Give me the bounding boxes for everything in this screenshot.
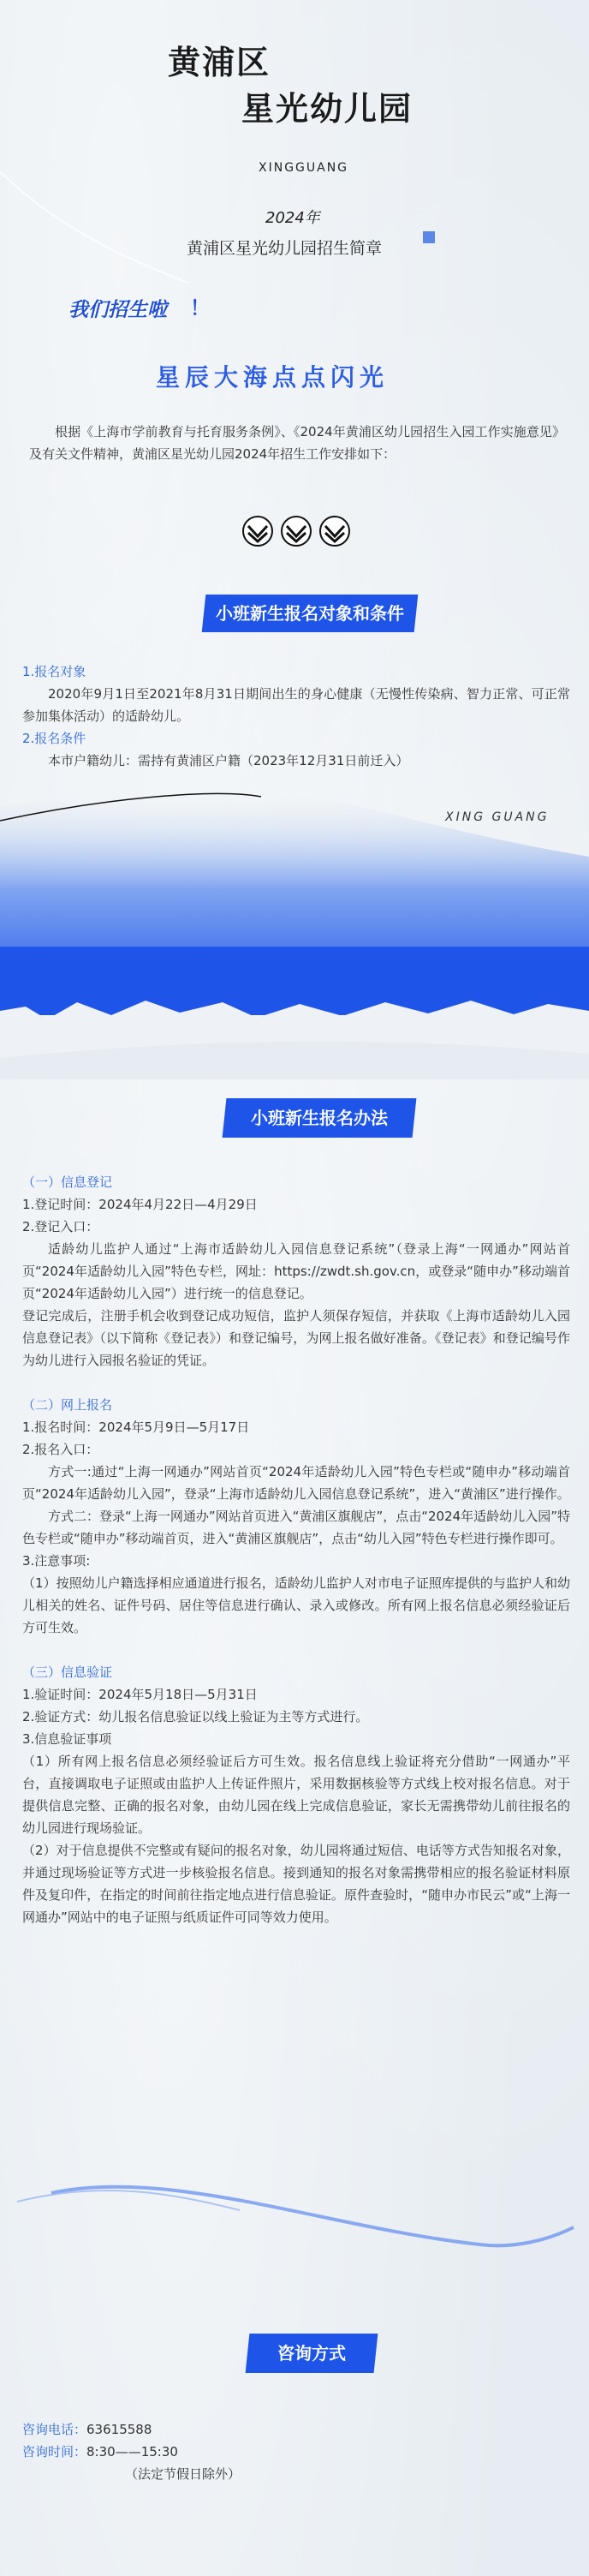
signup-note-one: （1）按照幼儿户籍选择相应通道进行报名，适龄幼儿监护人对市电子证照库提供的与监护人和幼儿相关的姓名、证件号码、居住等信息进行确认、录入或修改。所有网上报名信息必须经验证后方可生效。 — [22, 1575, 570, 1635]
eligibility-heading: 1.报名对象 — [22, 664, 86, 679]
registration-heading: （一）信息登记 — [22, 1174, 113, 1190]
registration-entry: 2.登记入口： — [22, 1219, 99, 1234]
holiday-note: （法定节假日除外） — [125, 2466, 241, 2482]
slogan: 星辰大海点点闪光 — [156, 363, 390, 391]
signup-time: 1.报名时间：2024年5月9日—5月17日 — [22, 1419, 250, 1435]
year-label: 2024年 — [265, 209, 320, 227]
section-banner-contact — [246, 2334, 378, 2373]
verification-heading: （三）信息验证 — [22, 1665, 113, 1680]
star-badge-icon — [243, 517, 272, 546]
star-badge-icons — [241, 514, 352, 548]
signup-notes-label: 3.注意事项: — [22, 1553, 91, 1569]
verification-time: 1.验证时间：2024年5月18日—5月31日 — [22, 1687, 258, 1702]
star-badge-icon — [282, 517, 311, 546]
section-banner-eligibility — [202, 595, 419, 632]
contact-section — [22, 2418, 570, 2485]
signup-entry: 2.报名入口： — [22, 1442, 99, 1457]
verification-method: 2.验证方式：幼儿报名信息验证以线上验证为主等方式进行。 — [22, 1709, 369, 1724]
phone-label: 咨询电话： — [22, 2422, 87, 2437]
phone-number: 63615588 — [86, 2422, 152, 2437]
star-badge-icon — [320, 517, 349, 546]
school-english-name: XINGGUANG — [259, 161, 349, 175]
conditions-text: 本市户籍幼儿：需持有黄浦区户籍（2023年12月31日前迁入） — [48, 753, 409, 768]
school-title: 星光幼儿园 — [241, 90, 413, 128]
consult-time: 8:30——15:30 — [86, 2444, 178, 2459]
time-label: 咨询时间： — [22, 2444, 87, 2459]
banner-label: 咨询方式 — [277, 2343, 346, 2364]
recruit-exclamation: ！ — [190, 297, 210, 320]
recruit-heading: 我们招生啦 — [68, 299, 167, 321]
banner-label: 小班新生报名对象和条件 — [216, 603, 404, 624]
page-subtitle: 黄浦区星光幼儿园招生简章 — [187, 239, 383, 258]
section-eligibility — [22, 660, 570, 772]
intro-paragraph: 根据《上海市学前教育与托育服务条例》、《2024年黄浦区幼儿园招生入园工作实施意见》及有关文件精神，黄浦区星光幼儿园2024年招生工作安排如下： — [29, 424, 565, 462]
conditions-heading: 2.报名条件 — [22, 731, 86, 746]
verification-item-one: （1）所有网上报名信息必须经验证后方可生效。报名信息线上验证将充分借助“一网通办”平台，直接调取电子证照或由监护人上传证件照片，采用数据核验等方式线上校对报名信息。对于提供信息完整、正确的报名对象，由幼儿园在线上完成信息验证，家长无需携带幼儿前往报名的幼儿园进行现场验证。 — [22, 1754, 570, 1836]
section-method — [22, 1171, 570, 1928]
xing-guang-tag: XING GUANG — [445, 810, 550, 824]
phone-row — [22, 2418, 570, 2441]
registration-time: 1.登记时间：2024年4月22日—4月29日 — [22, 1197, 258, 1212]
signup-method-two: 方式二：登录“上海一网通办”网站首页进入“黄浦区旗舰店”，点击“2024年适龄幼儿入园”特色专栏或“随申办”移动端首页，进入“黄浦区旗舰店”，点击“幼儿入园”特色专栏进行操作即可。 — [22, 1509, 570, 1546]
online-signup-heading: （二）网上报名 — [22, 1397, 113, 1413]
section-banner-method — [223, 1098, 417, 1138]
verification-item-two: （2）对于信息提供不完整或有疑问的报名对象，幼儿园将通过短信、电话等方式告知报名对象，并通过现场验证等方式进一步核验报名信息。接到通知的报名对象需携带相应的报名验证材料原件及复印件，在指定的时间前往指定地点进行信息验证。原件查验时，“随申办市民云”或“上海一网通办”网站中的电子证照与纸质证件可同等效力使用。 — [22, 1843, 570, 1925]
registration-note: 登记完成后，注册手机会收到登记成功短信，监护人须保存短信，并获取《上海市适龄幼儿入园信息登记表》（以下简称《登记表》）和登记编号，为网上报名做好准备。《登记表》和登记编号作为幼儿进行入园报名验证的凭证。 — [22, 1308, 570, 1368]
banner-label: 小班新生报名办法 — [251, 1108, 388, 1128]
signup-method-one: 方式一:通过“上海一网通办”网站首页“2024年适龄幼儿入园”特色专栏或“随申办”移动端首页“2024年适龄幼儿入园”，登录“上海市适龄幼儿入园信息登记系统”，进入“黄浦区”进行操作。 — [22, 1464, 570, 1502]
district-title: 黄浦区 — [168, 44, 271, 81]
square-decoration — [423, 231, 435, 243]
verification-items-label: 3.信息验证事项 — [22, 1731, 112, 1747]
eligibility-text: 2020年9月1日至2021年8月31日期间出生的身心健康（无慢性传染病、智力正常、可正常参加集体活动）的适龄幼儿。 — [22, 686, 570, 724]
registration-desc: 适龄幼儿监护人通过“上海市适龄幼儿入园信息登记系统”（登录上海“一网通办”网站首页“2024年适龄幼儿入园”特色专栏，网址：https://zwdt.sh.gov.cn，或登录“随申办”移动端首页“2024年适龄幼儿入园”）进行统一的信息登记。 — [22, 1241, 570, 1301]
time-row — [22, 2441, 570, 2463]
